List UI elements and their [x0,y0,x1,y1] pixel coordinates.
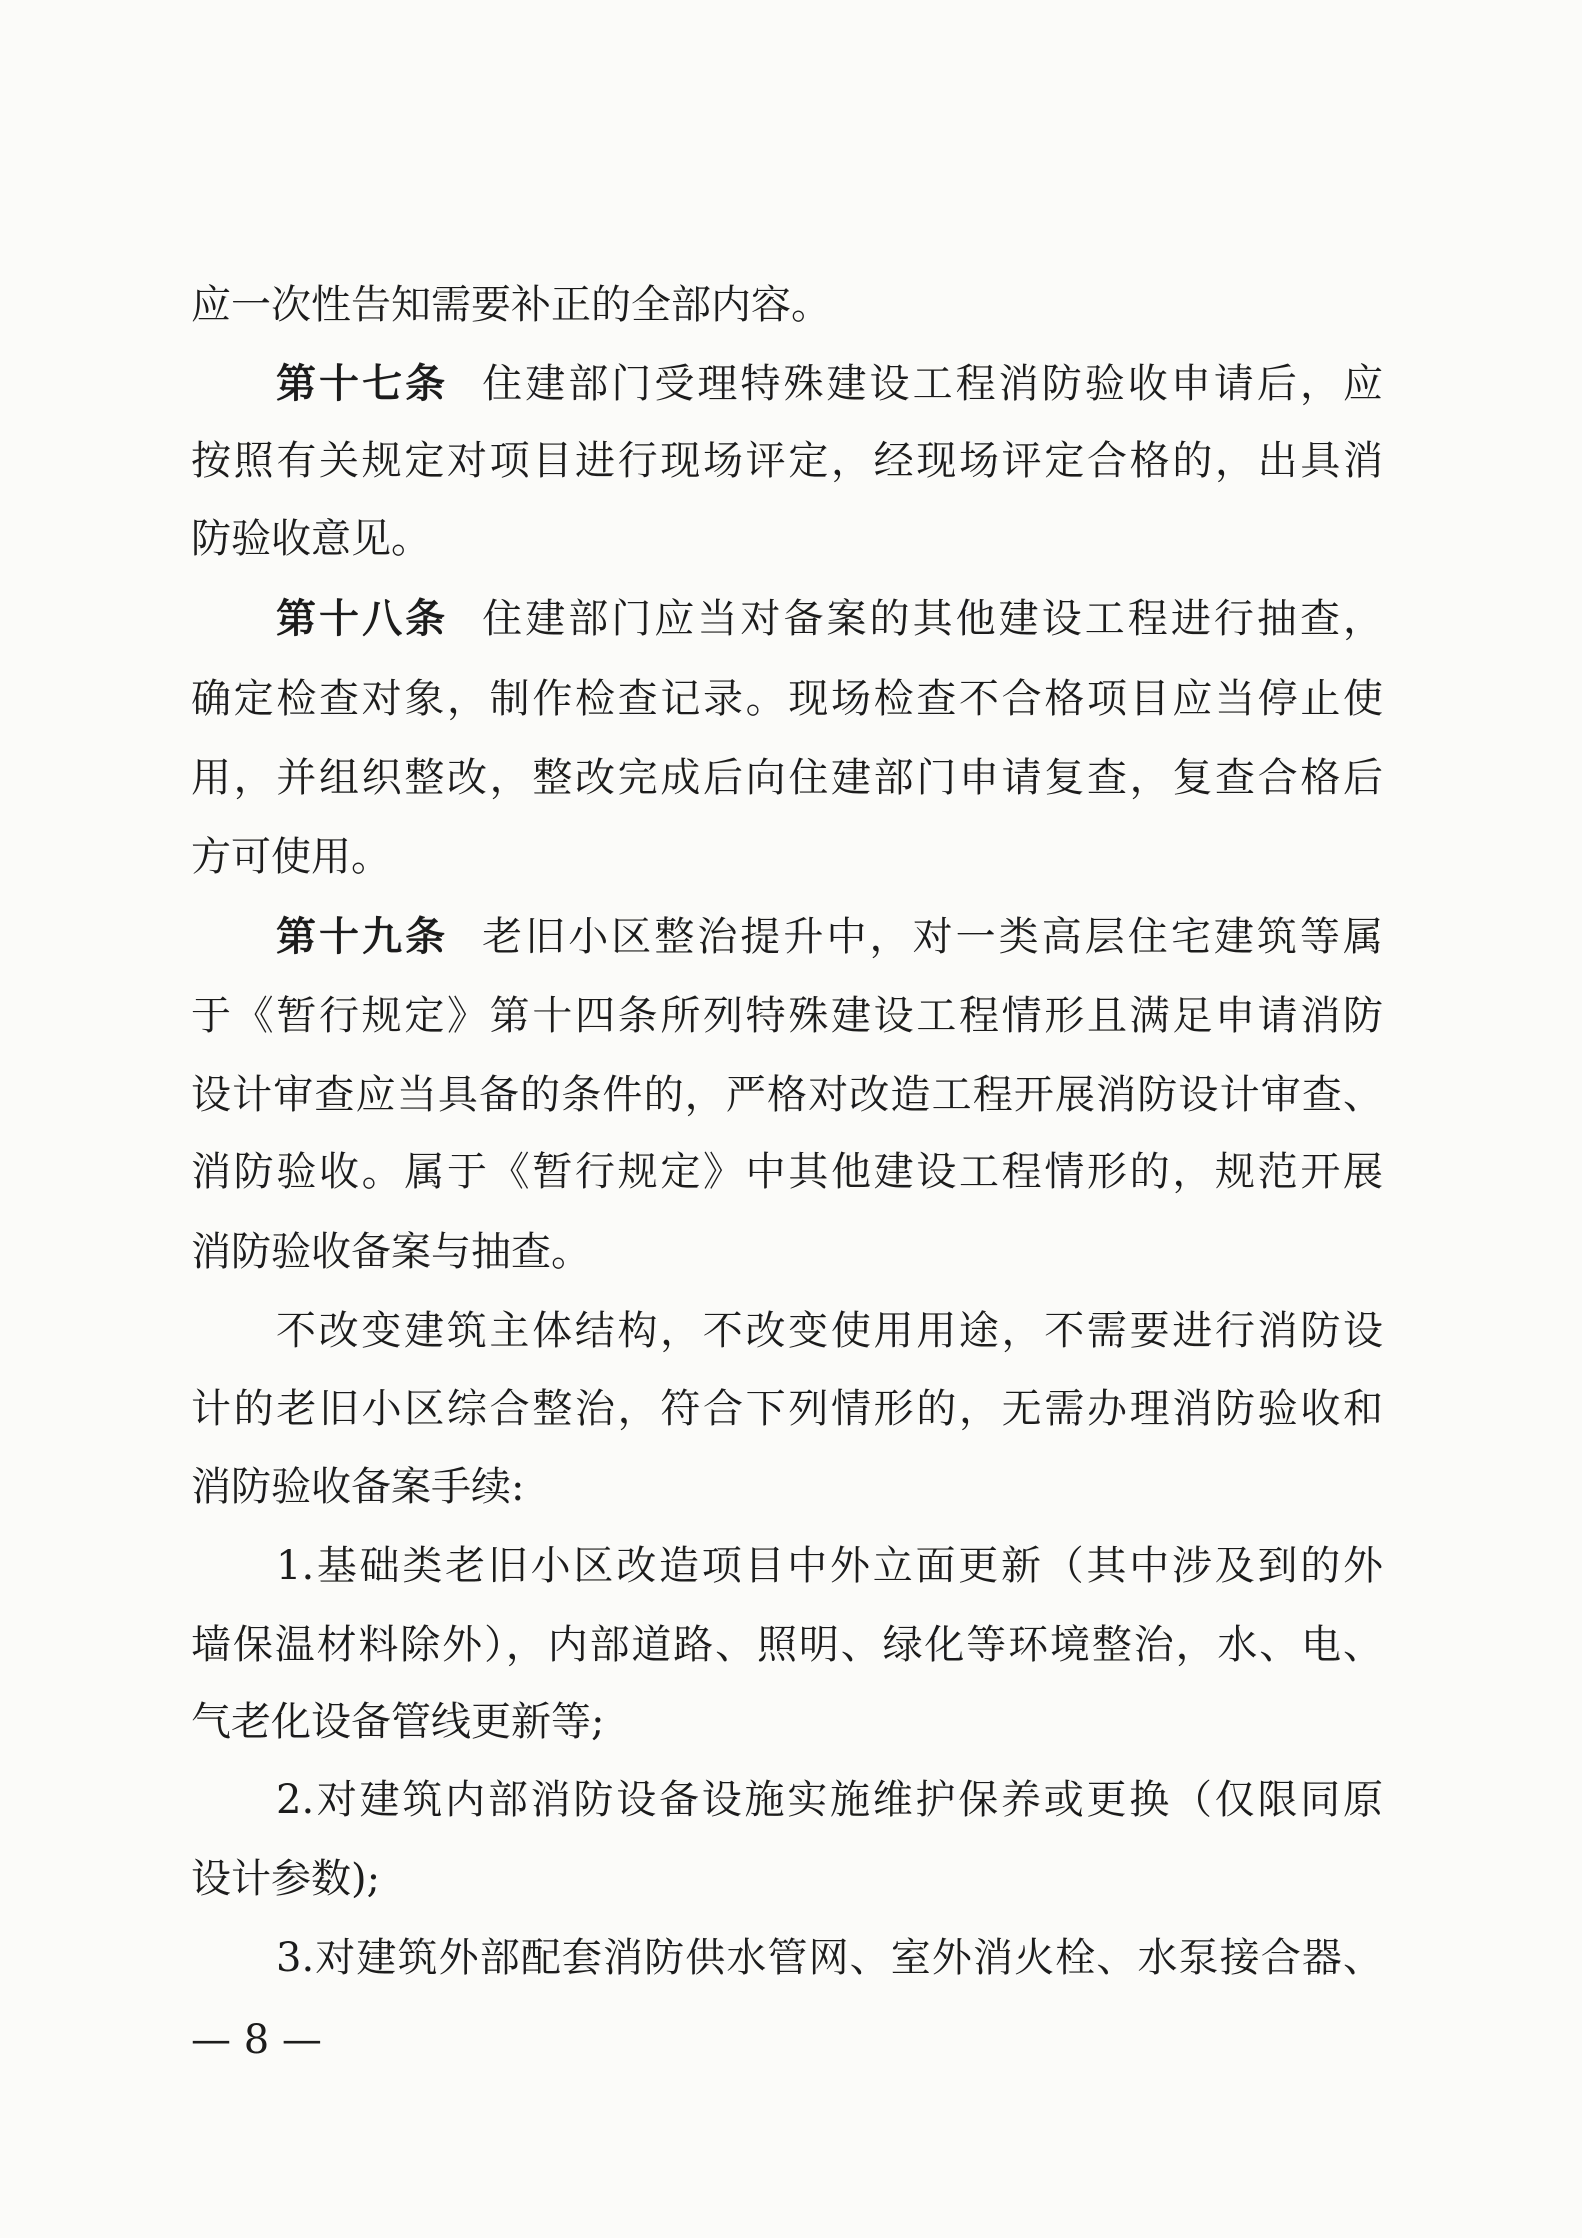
text-line: 设计审查应当具备的条件的，严格对改造工程开展消防设计审查、 [191,1072,1383,1118]
article-heading: 第十九条 [276,913,449,960]
text-line: 住建部门应当对备案的其他建设工程进行抽查， [482,596,1383,642]
text-line: 气老化设备管线更新等; [191,1699,605,1745]
list-item-3: 3.对建筑外部配套消防供水管网、室外消火栓、水泵接合器、 [276,1935,1383,1981]
text-line: 住建部门受理特殊建设工程消防验收申请后，应 [482,361,1383,407]
text-line: 老旧小区整治提升中，对一类高层住宅建筑等属 [482,914,1383,960]
article-18-line [276,595,1383,643]
text-line: 应一次性告知需要补正的全部内容。 [191,282,831,328]
text-line: 计的老旧小区综合整治，符合下列情形的，无需办理消防验收和 [191,1386,1383,1432]
text-line: 方可使用。 [191,834,391,880]
article-heading: 第十七条 [276,360,449,407]
article-heading: 第十八条 [276,595,449,642]
text-line: 按照有关规定对项目进行现场评定，经现场评定合格的，出具消 [191,438,1383,484]
text-line: 消防验收备案与抽查。 [191,1229,591,1275]
page-number: — 8 — [191,2017,322,2063]
list-item-2: 2.对建筑内部消防设备设施实施维护保养或更换（仅限同原 [276,1777,1383,1823]
text-line: 设计参数); [191,1856,381,1902]
text-line: 消防验收。属于《暂行规定》中其他建设工程情形的，规范开展 [191,1149,1383,1195]
text-line: 用，并组织整改，整改完成后向住建部门申请复查，复查合格后 [191,755,1383,801]
text-line: 墙保温材料除外），内部道路、照明、绿化等环境整治，水、电、 [191,1622,1383,1668]
text-line: 消防验收备案手续: [191,1464,525,1510]
article-17-line [276,360,1383,408]
list-item-1: 1.基础类老旧小区改造项目中外立面更新（其中涉及到的外 [276,1543,1383,1589]
text-line: 于《暂行规定》第十四条所列特殊建设工程情形且满足申请消防 [191,993,1383,1039]
article-19-line [276,913,1383,961]
text-line: 确定检查对象，制作检查记录。现场检查不合格项目应当停止使 [191,676,1383,722]
text-line: 不改变建筑主体结构，不改变使用用途，不需要进行消防设 [276,1308,1383,1354]
text-line: 防验收意见。 [191,516,431,562]
